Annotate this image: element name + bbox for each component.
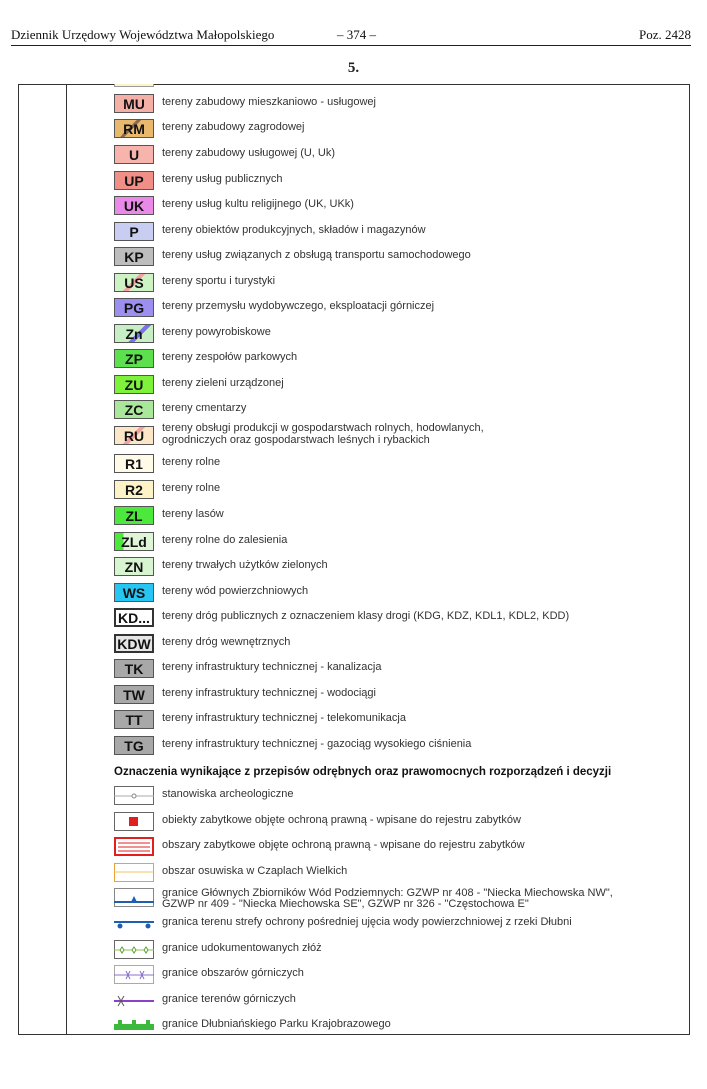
zone-description: tereny rolne do zalesienia	[162, 534, 288, 546]
zone-description: tereny infrastruktury technicznej - gazociąg wysokiego ciśnienia	[162, 738, 472, 750]
line-description: stanowiska archeologiczne	[162, 788, 294, 800]
zone-description: tereny powyrobiskowe	[162, 326, 271, 338]
legend-row	[0, 454, 707, 476]
section-number: 5.	[347, 60, 360, 76]
legend-row	[0, 94, 707, 116]
line-description: granice Dłubniańskiego Parku Krajobrazowego	[162, 1018, 391, 1030]
monument-area-icon	[114, 837, 154, 856]
legend-row	[0, 710, 707, 732]
legend-row	[0, 298, 707, 320]
zone-symbol: R2	[114, 480, 154, 499]
legend-row	[0, 324, 707, 346]
legend-row	[0, 273, 707, 295]
legend-row	[0, 659, 707, 681]
legend-row	[0, 400, 707, 422]
header-rule	[11, 45, 691, 46]
monument-object-icon	[114, 812, 154, 831]
page-number: – 374 –	[337, 27, 376, 42]
zone-description: tereny lasów	[162, 508, 224, 520]
line-description: obszar osuwiska w Czaplach Wielkich	[162, 865, 348, 877]
legend-row	[0, 422, 707, 448]
zone-description: tereny usług publicznych	[162, 173, 283, 185]
zone-symbol: US	[114, 273, 154, 292]
truncated-symbol-swatch	[114, 84, 154, 87]
zone-symbol: UP	[114, 171, 154, 190]
landslide-area-icon	[114, 863, 154, 882]
legend-row	[0, 736, 707, 758]
legend-row	[0, 532, 707, 554]
zone-symbol: TT	[114, 710, 154, 729]
zone-description: tereny obiektów produkcyjnych, składów i magazynów	[162, 224, 426, 236]
line-description: granice obszarów górniczych	[162, 967, 304, 979]
zone-description: tereny zespołów parkowych	[162, 351, 298, 363]
position-number: Poz. 2428	[639, 27, 691, 42]
legend-row	[0, 557, 707, 579]
zone-symbol: ZP	[114, 349, 154, 368]
zone-description: tereny dróg wewnętrznych	[162, 636, 291, 648]
legend-row	[0, 634, 707, 656]
legend-row	[0, 222, 707, 244]
zone-symbol: WS	[114, 583, 154, 602]
legend-row	[0, 196, 707, 218]
legend-row	[0, 375, 707, 397]
legend-row	[0, 171, 707, 193]
deposit-boundary-icon	[114, 940, 154, 959]
legend-row	[0, 965, 707, 987]
zone-description: tereny trwałych użytków zielonych	[162, 559, 328, 571]
legend-row	[0, 914, 707, 936]
line-description: obszary zabytkowe objęte ochroną prawną - wpisane do rejestru zabytków	[162, 839, 525, 851]
zone-symbol: R1	[114, 454, 154, 473]
zone-description: tereny rolne	[162, 456, 221, 468]
zone-description: tereny dróg publicznych z oznaczeniem klasy drogi (KDG, KDZ, KDL1, KDL2, KDD)	[162, 610, 570, 622]
legend-row	[0, 863, 707, 885]
journal-title: Dziennik Urzędowy Województwa Małopolskiego	[11, 27, 275, 42]
zone-symbol: TK	[114, 659, 154, 678]
zone-description: tereny zabudowy usługowej (U, Uk)	[162, 147, 336, 159]
zone-description: tereny przemysłu wydobywczego, eksploatacji górniczej	[162, 300, 435, 312]
legend-row	[0, 247, 707, 269]
water-protection-zone-icon	[114, 914, 154, 933]
line-description: granice terenów górniczych	[162, 993, 296, 1005]
zone-description: tereny usług kultu religijnego (UK, UKk)	[162, 198, 354, 210]
landscape-park-icon	[114, 1016, 154, 1035]
legend-row	[0, 812, 707, 834]
legend-row	[0, 888, 707, 910]
zone-symbol: KD...	[114, 608, 154, 627]
legend-row	[0, 685, 707, 707]
line-description: granice udokumentowanych złóż	[162, 942, 322, 954]
legend-row	[0, 583, 707, 605]
mining-area-icon	[114, 965, 154, 984]
legend-row	[0, 837, 707, 859]
legend-row	[0, 119, 707, 141]
legend-row	[0, 608, 707, 630]
zone-description: tereny infrastruktury technicznej - kanalizacja	[162, 661, 382, 673]
zone-description-continued: ogrodniczych oraz gospodarstwach leśnych i rybackich	[162, 434, 430, 446]
zone-description: tereny rolne	[162, 482, 221, 494]
zone-description: tereny zabudowy zagrodowej	[162, 121, 305, 133]
legend-row	[0, 1016, 707, 1038]
zone-description: tereny infrastruktury technicznej - telekomunikacja	[162, 712, 406, 724]
legend-row	[0, 786, 707, 808]
zone-symbol: ZLd	[114, 532, 154, 551]
line-description: granice Głównych Zbiorników Wód Podziemnych: GZWP nr 408 - "Niecka Miechowska NW",	[162, 887, 613, 899]
zone-description: tereny zabudowy mieszkaniowo - usługowej	[162, 96, 376, 108]
zone-symbol: UK	[114, 196, 154, 215]
zone-description: tereny obsługi produkcji w gospodarstwach rolnych, hodowlanych,	[162, 422, 484, 434]
mining-terrain-icon	[114, 991, 154, 1010]
line-description: obiekty zabytkowe objęte ochroną prawną - wpisane do rejestru zabytków	[162, 814, 521, 826]
zone-symbol: ZU	[114, 375, 154, 394]
legend-row	[0, 940, 707, 962]
zone-symbol: TW	[114, 685, 154, 704]
legend-row	[0, 145, 707, 167]
zone-symbol: RM	[114, 119, 154, 138]
archaeological-site-icon	[114, 786, 154, 805]
zone-description: tereny zieleni urządzonej	[162, 377, 284, 389]
zone-symbol: PG	[114, 298, 154, 317]
zone-description: tereny wód powierzchniowych	[162, 585, 309, 597]
line-description: granica terenu strefy ochrony pośredniej ujęcia wody powierzchniowej z rzeki Dłubni	[162, 916, 572, 928]
page-header	[11, 24, 691, 44]
zone-symbol: ZL	[114, 506, 154, 525]
legend-subheading: Oznaczenia wynikające z przepisów odrębnych oraz prawomocnych rozporządzeń i decyzji	[114, 766, 612, 778]
zone-symbol: RU	[114, 426, 154, 445]
legend-row	[0, 506, 707, 528]
zone-description: tereny usług związanych z obsługą transportu samochodowego	[162, 249, 471, 261]
zone-symbol: Zn	[114, 324, 154, 343]
zone-symbol: TG	[114, 736, 154, 755]
groundwater-boundary-icon	[114, 888, 154, 907]
zone-description: tereny infrastruktury technicznej - wodociągi	[162, 687, 376, 699]
zone-symbol: ZN	[114, 557, 154, 576]
zone-symbol: ZC	[114, 400, 154, 419]
zone-symbol: U	[114, 145, 154, 164]
line-description-continued: GZWP nr 409 - "Niecka Miechowska SE", GZWP nr 326 - "Częstochowa E"	[162, 898, 529, 910]
zone-symbol: KDW	[114, 634, 154, 653]
legend-row	[0, 480, 707, 502]
zone-symbol: KP	[114, 247, 154, 266]
legend-row	[0, 349, 707, 371]
zone-symbol: MU	[114, 94, 154, 113]
legend-row	[0, 991, 707, 1013]
zone-description: tereny cmentarzy	[162, 402, 247, 414]
zone-description: tereny sportu i turystyki	[162, 275, 276, 287]
zone-symbol: P	[114, 222, 154, 241]
